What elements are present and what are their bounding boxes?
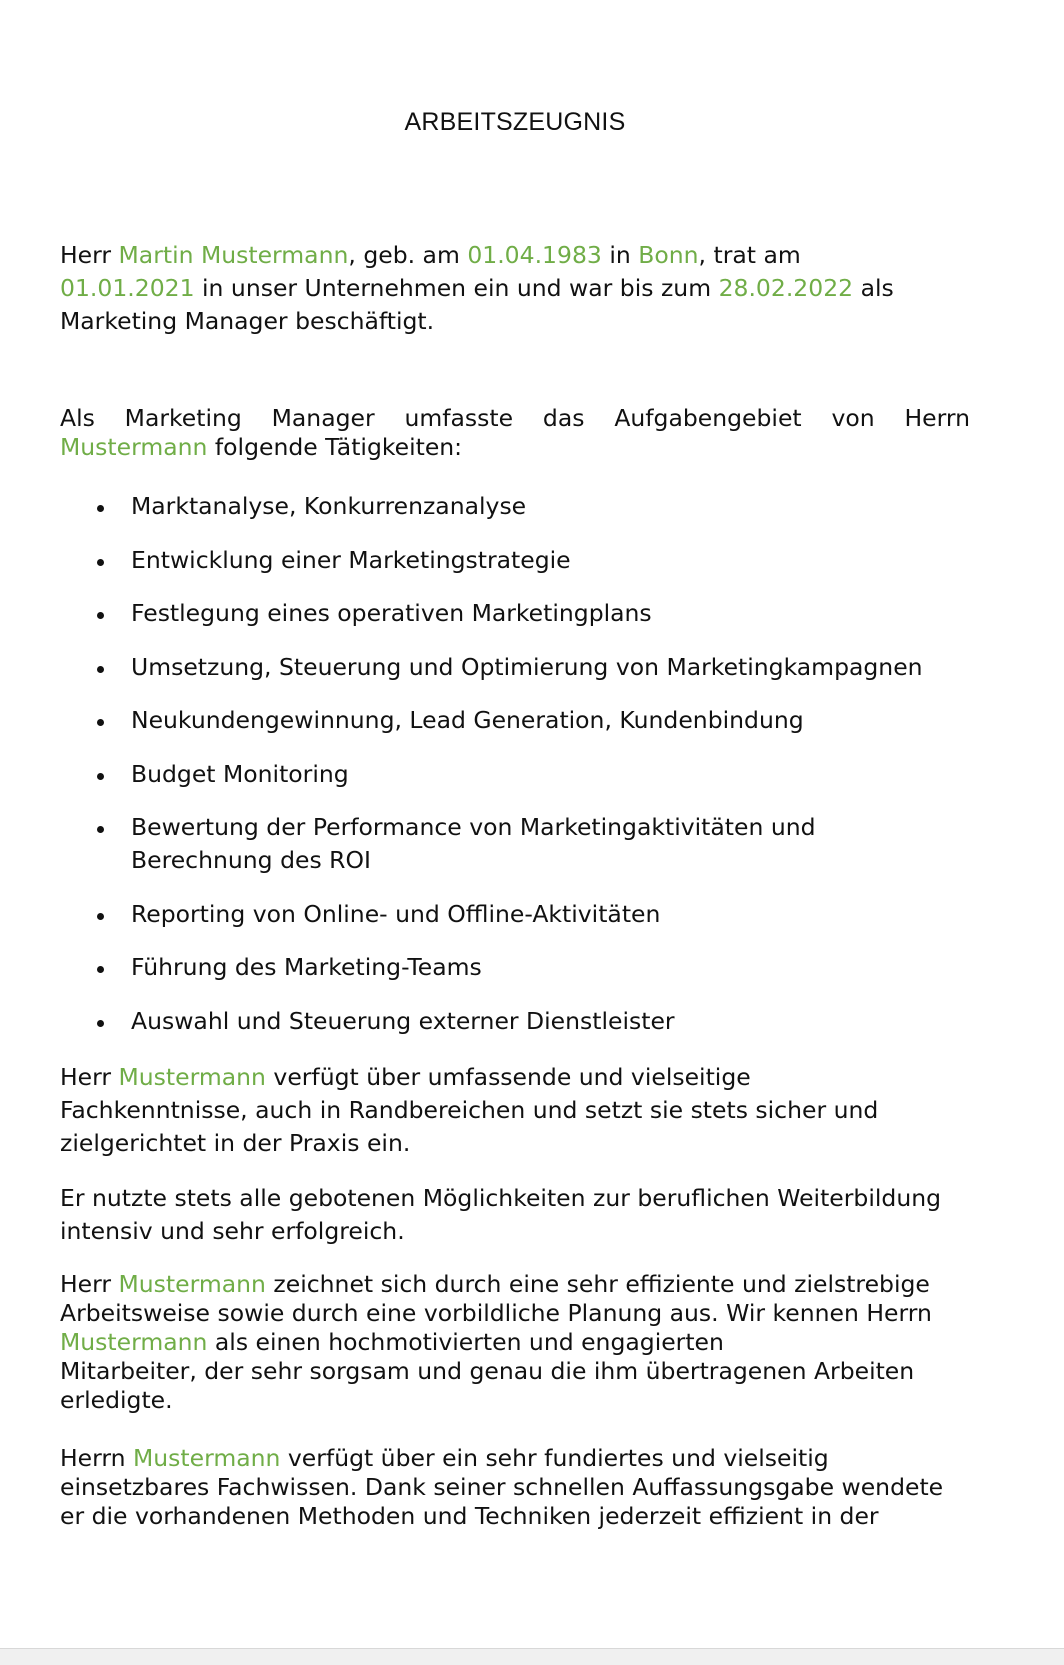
employee-surname: Mustermann (133, 1444, 281, 1472)
work-style-paragraph: Herr Mustermann zeichnet sich durch eine sehr effiziente und zielstrebige Arbeitsweise sowie durch eine vorbildliche Planung aus. Wir kennen Herrn Mustermann als einen hochmotivierten und engagierten Mitarbeiter, der sehr sorgsam und genau die ihm übertragenen Arbeiten erledigte. (60, 1270, 970, 1415)
employee-surname: Mustermann (118, 1270, 266, 1298)
list-item: Festlegung eines operativen Marketingplans (60, 597, 970, 630)
knowledge-paragraph: Herr Mustermann verfügt über umfassende und vielseitige Fachkenntnisse, auch in Randbereichen und setzt sie stets sicher und zielgerichtet in der Praxis ein. (60, 1063, 879, 1157)
employee-surname: Mustermann (118, 1063, 266, 1091)
list-item: Neukundengewinnung, Lead Generation, Kundenbindung (60, 704, 970, 737)
list-item: Bewertung der Performance von Marketingaktivitäten und Berechnung des ROI (60, 811, 970, 877)
bullet-icon (97, 966, 104, 973)
expertise-paragraph: Herrn Mustermann verfügt über ein sehr fundiertes und vielseitig einsetzbares Fachwissen. Dank seiner schnellen Auffassungsgabe wendete er die vorhandenen Methoden und Techniken jederzeit effizient in der (60, 1444, 944, 1530)
bullet-icon (97, 505, 104, 512)
tasks-intro-line-1: Als Marketing Manager umfasste das Aufgabengebiet von Herrn (60, 404, 970, 432)
birth-date: 01.04.1983 (467, 241, 602, 269)
employee-name: Martin Mustermann (118, 241, 349, 269)
tasks-intro-paragraph (60, 404, 970, 462)
bullet-icon (97, 1020, 104, 1027)
intro-line-3: Marketing Manager beschäftigt. (60, 307, 435, 335)
tasks-intro-line-2: Mustermann folgende Tätigkeiten: (60, 433, 463, 461)
list-item: Reporting von Online- und Offline-Aktivitäten (60, 898, 970, 931)
document-title: ARBEITSZEUGNIS (404, 108, 626, 136)
bullet-icon (97, 773, 104, 780)
intro-paragraph (60, 239, 970, 338)
list-item: Umsetzung, Steuerung und Optimierung von Marketingkampagnen (60, 651, 970, 684)
list-item: Entwicklung einer Marketingstrategie (60, 544, 970, 577)
bullet-icon (97, 719, 104, 726)
employee-surname: Mustermann (60, 1328, 208, 1356)
list-item: Budget Monitoring (60, 758, 970, 791)
bullet-icon (97, 826, 104, 833)
list-item: Auswahl und Steuerung externer Dienstleister (60, 1005, 970, 1038)
end-date: 28.02.2022 (718, 274, 854, 302)
bottom-scroll-bar[interactable] (0, 1648, 1064, 1665)
birth-place: Bonn (638, 241, 699, 269)
intro-line-2: 01.01.2021 in unser Unternehmen ein und war bis zum 28.02.2022 als (60, 274, 894, 302)
bullet-icon (97, 612, 104, 619)
employee-surname: Mustermann (60, 433, 208, 461)
training-paragraph: Er nutzte stets alle gebotenen Möglichkeiten zur beruflichen Weiterbildung intensiv und sehr erfolgreich. (60, 1184, 942, 1245)
work-style-line-3: Mustermann als einen hochmotivierten und engagierten (60, 1328, 724, 1356)
bullet-icon (97, 666, 104, 673)
list-item: Marktanalyse, Konkurrenzanalyse (60, 490, 970, 523)
intro-line-1: Herr Martin Mustermann, geb. am 01.04.1983 in Bonn, trat am (60, 241, 801, 269)
list-item: Führung des Marketing-Teams (60, 951, 970, 984)
task-list (60, 490, 970, 1058)
bullet-icon (97, 913, 104, 920)
bullet-icon (97, 559, 104, 566)
start-date: 01.01.2021 (60, 274, 195, 302)
